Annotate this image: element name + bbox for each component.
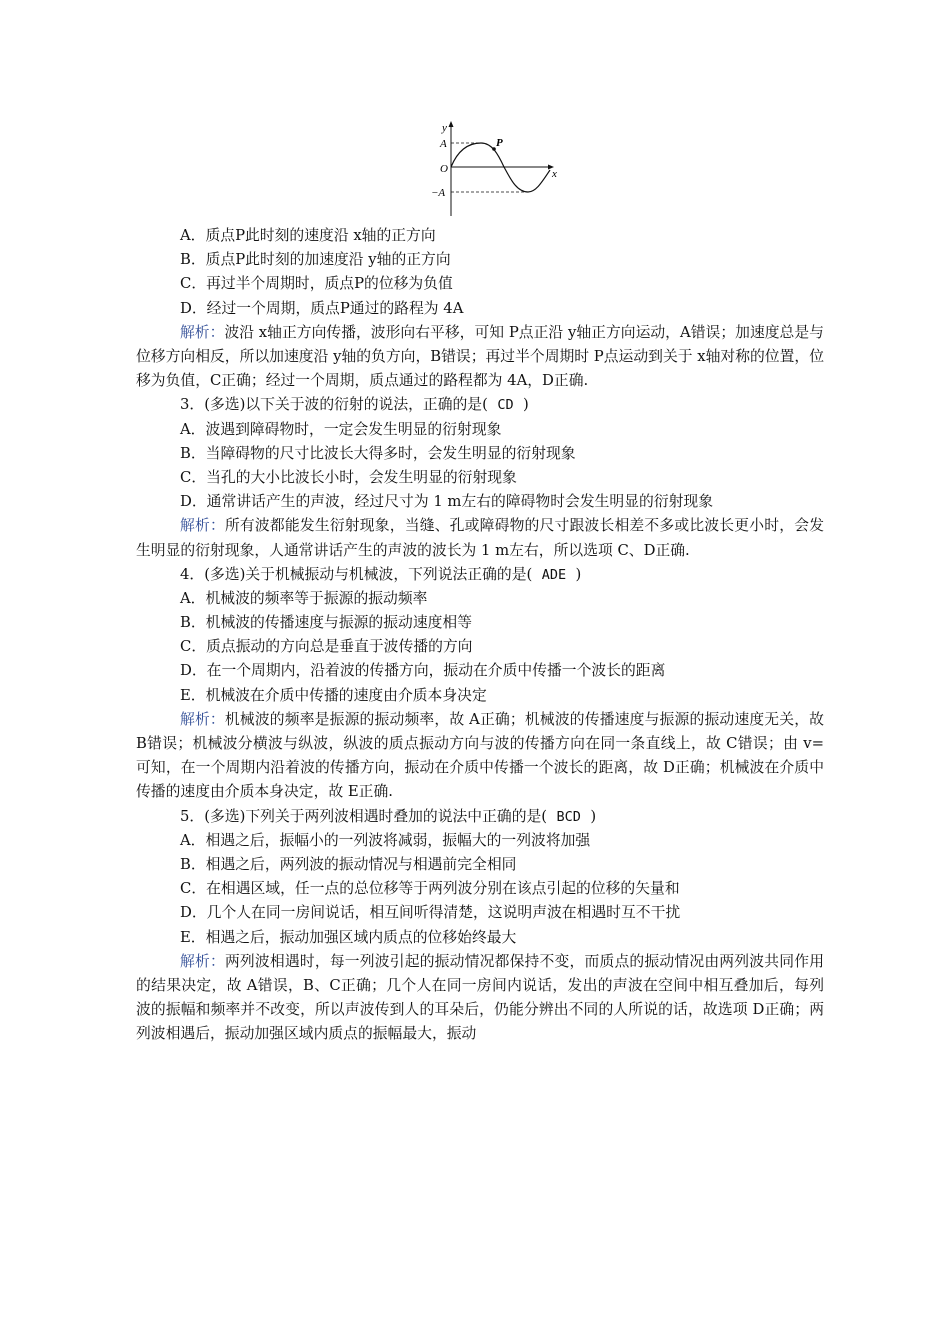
q5-option-b: B．相遇之后，两列波的振动情况与相遇前完全相同 bbox=[180, 856, 517, 874]
y-axis-label: y bbox=[442, 122, 447, 134]
q2-option-a: A．质点P此时刻的速度沿 x轴的正方向 bbox=[180, 227, 436, 244]
q3-analysis-text: 所有波都能发生衍射现象，当缝、孔或障碍物的尺寸跟波长相差不多或比波长更小时，会发生明显的衍射现象，人通常讲话产生的声波的波长为 1 m左右，所以选项 C、D正确. bbox=[136, 517, 824, 559]
q4-option-c: C．质点振动的方向总是垂直于波传播的方向 bbox=[180, 638, 473, 656]
q4-option-b: B．机械波的传播速度与振源的振动速度相等 bbox=[180, 614, 473, 632]
q4-analysis-text: 机械波的频率是振源的振动频率，故 A正确；机械波的传播速度与振源的振动速度无关，故 B错误；机械波分横波与纵波，纵波的质点振动方向与波的传播方向在同一条直线上，故 C错误；由 v=可知，在一个周期内沿着波的传播方向，振动在介质中传播一个波长的距离，故 D正确；机械波在介质中传播的速度由介质本身决定，故 E正确. bbox=[136, 710, 824, 801]
q4-option-e: E．机械波在介质中传播的速度由介质本身决定 bbox=[180, 686, 487, 704]
q4-analysis bbox=[136, 708, 824, 805]
analysis-label: 解析： bbox=[180, 952, 225, 970]
q3-option-d: D．通常讲话产生的声波，经过尺寸为 1 m左右的障碍物时会发生明显的衍射现象 bbox=[180, 493, 714, 511]
q5-option-a: A．相遇之后，振幅小的一列波将减弱，振幅大的一列波将加强 bbox=[180, 831, 591, 849]
analysis-label: 解析： bbox=[180, 517, 225, 535]
page-content bbox=[136, 224, 824, 1047]
q5-option-d: D．几个人在同一房间说话，相互间听得清楚，这说明声波在相遇时互不干扰 bbox=[180, 904, 681, 922]
q4-option-d: D．在一个周期内，沿着波的传播方向，振动在介质中传播一个波长的距离 bbox=[180, 662, 666, 680]
y-axis-arrow bbox=[449, 121, 454, 127]
x-axis-label: x bbox=[552, 168, 557, 180]
q2-analysis-text: 波沿 x轴正方向传播，波形向右平移，可知 P点正沿 y轴正方向运动，A错误；加速度总是与位移方向相反，所以加速度沿 y轴的负方向，B错误；再过半个周期时 P点运动到关于 x轴对称的位置，位移为负值，C正确；经过一个周期，质点通过的路程都为 4A，D正确. bbox=[136, 323, 824, 390]
q3-option-b: B．当障碍物的尺寸比波长大得多时，会发生明显的衍射现象 bbox=[180, 444, 576, 462]
amplitude-label-pos: A bbox=[440, 138, 447, 150]
q2-option-b: B．质点P此时刻的加速度沿 y轴的正方向 bbox=[180, 251, 451, 269]
q4-stem: 4．(多选)关于机械振动与机械波，下列说法正确的是( ADE ) bbox=[180, 565, 582, 583]
q5-option-c: C．在相遇区域，任一点的总位移等于两列波分别在该点引起的位移的矢量和 bbox=[180, 880, 680, 898]
analysis-label: 解析： bbox=[180, 710, 225, 728]
analysis-label: 解析： bbox=[180, 323, 225, 341]
q3-stem: 3．(多选)以下关于波的衍射的说法，正确的是( CD ) bbox=[180, 396, 529, 414]
q4-answer: ADE bbox=[541, 566, 567, 583]
q3-analysis bbox=[136, 514, 824, 562]
q5-option-e: E．相遇之后，振动加强区域内质点的位移始终最大 bbox=[180, 928, 517, 946]
wave-figure bbox=[416, 118, 566, 218]
amplitude-label-neg: −A bbox=[431, 187, 446, 199]
point-p-label: P bbox=[496, 137, 503, 149]
origin-label: O bbox=[440, 163, 448, 175]
q2-analysis bbox=[136, 321, 824, 394]
q3-option-c: C．当孔的大小比波长小时，会发生明显的衍射现象 bbox=[180, 468, 517, 486]
q2-option-c: C．再过半个周期时，质点P的位移为负值 bbox=[180, 275, 453, 293]
q3-option-a: A．波遇到障碍物时，一定会发生明显的衍射现象 bbox=[180, 420, 502, 438]
q5-analysis-text: 两列波相遇时，每一列波引起的振动情况都保持不变，而质点的振动情况由两列波共同作用的结果决定，故 A错误，B、C正确；几个人在同一房间内说话，发出的声波在空间中相互叠加后，每列波的振幅和频率并不改变，所以声波传到人的耳朵后，仍能分辨出不同的人所说的话，故选项 D正确；两列波相遇后，振动加强区域内质点的振幅最大，振动 bbox=[136, 952, 824, 1043]
q4-option-a: A．机械波的频率等于振源的振动频率 bbox=[180, 589, 428, 607]
q5-stem: 5．(多选)下列关于两列波相遇时叠加的说法中正确的是( BCD ) bbox=[180, 807, 597, 825]
q5-analysis bbox=[136, 950, 824, 1047]
q3-answer: CD bbox=[497, 397, 514, 414]
q5-answer: BCD bbox=[556, 808, 581, 825]
q2-option-d: D．经过一个周期，质点P通过的路程为 4A bbox=[180, 299, 464, 317]
